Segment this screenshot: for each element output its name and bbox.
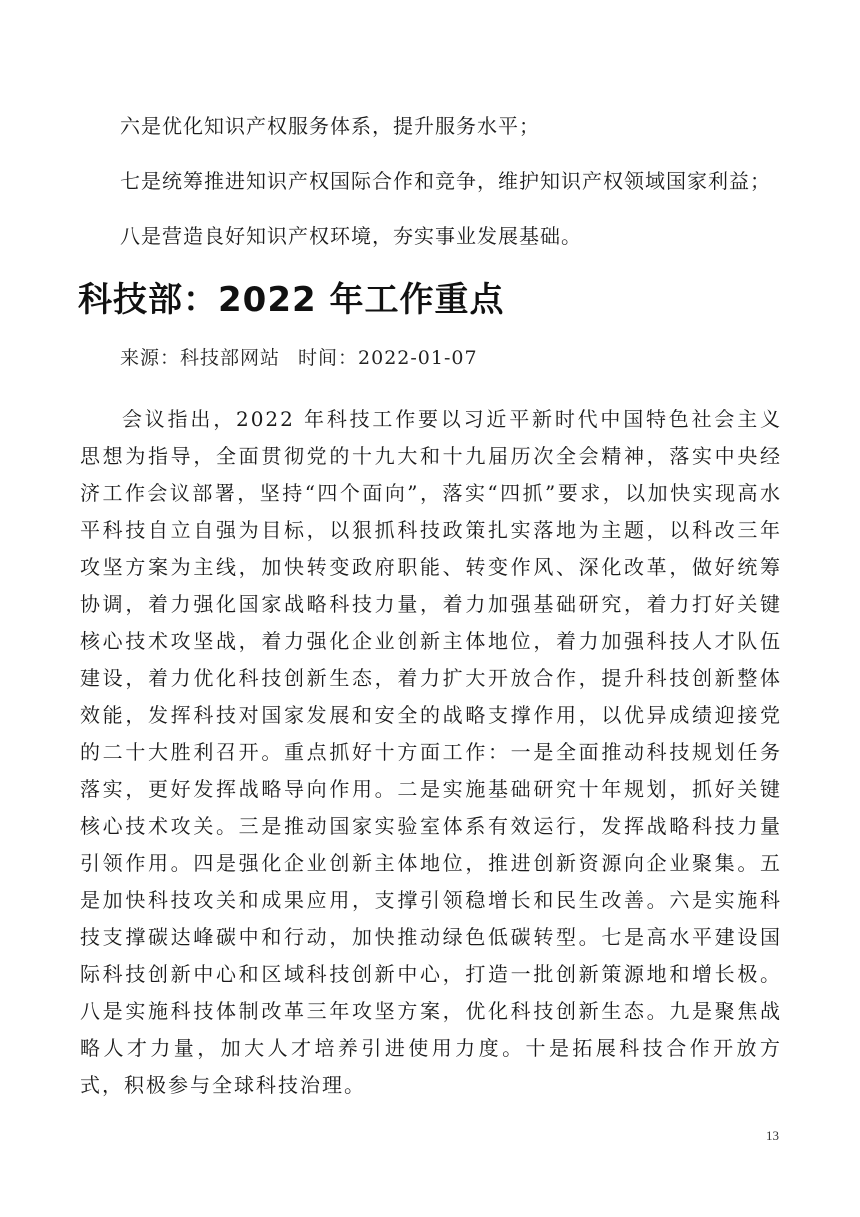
time-label: 时间：2022-01-07 xyxy=(298,347,478,369)
list-item: 七是统筹推进知识产权国际合作和竞争，维护知识产权领域国家利益； xyxy=(120,169,771,193)
list-item: 六是优化知识产权服务体系，提升服务水平； xyxy=(120,114,540,138)
body-paragraph: 会议指出，2022 年科技工作要以习近平新时代中国特色社会主义思想为指导，全面贯彻党的十九大和十九届历次全会精神，落实中央经济工作会议部署，坚持“四个面向”，落实“四抓”要求，以加快实现高水平科技自立自强为目标，以狠抓科技政策扎实落地为主题，以科改三年攻坚方案为主线，加快转变政府职能、转变作风、深化改革，做好统筹协调，着力强化国家战略科技力量，着力加强基础研究，着力打好关键核心技术攻坚战，着力强化企业创新主体地位，着力加强科技人才队伍建设，着力优化科技创新生态，着力扩大开放合作，提升科技创新整体效能，发挥科技对国家发展和安全的战略支撑作用，以优异成绩迎接党的二十大胜利召开。重点抓好十方面工作：一是全面推动科技规划任务落实，更好发挥战略导向作用。二是实施基础研究十年规划，抓好关键核心技术攻关。三是推动国家实验室体系有效运行，发挥战略科技力量引领作用。四是强化企业创新主体地位，推进创新资源向企业聚集。五是加快科技攻关和成果应用，支撑引领稳增长和民生改善。六是实施科技支撑碳达峰碳中和行动，加快推动绿色低碳转型。七是高水平建设国际科技创新中心和区域科技创新中心，打造一批创新策源地和增长极。八是实施科技体制改革三年攻坚方案，优化科技创新生态。九是聚焦战略人才力量，加大人才培养引进使用力度。十是拓展科技合作开放方式，积极参与全球科技治理。 xyxy=(80,407,782,1097)
section-title: 科技部：2022 年工作重点 xyxy=(78,280,505,320)
source-label: 来源：科技部网站 xyxy=(120,347,281,369)
source-line xyxy=(120,344,478,372)
page-number: 13 xyxy=(766,1128,779,1143)
list-item: 八是营造良好知识产权环境，夯实事业发展基础。 xyxy=(120,224,582,248)
